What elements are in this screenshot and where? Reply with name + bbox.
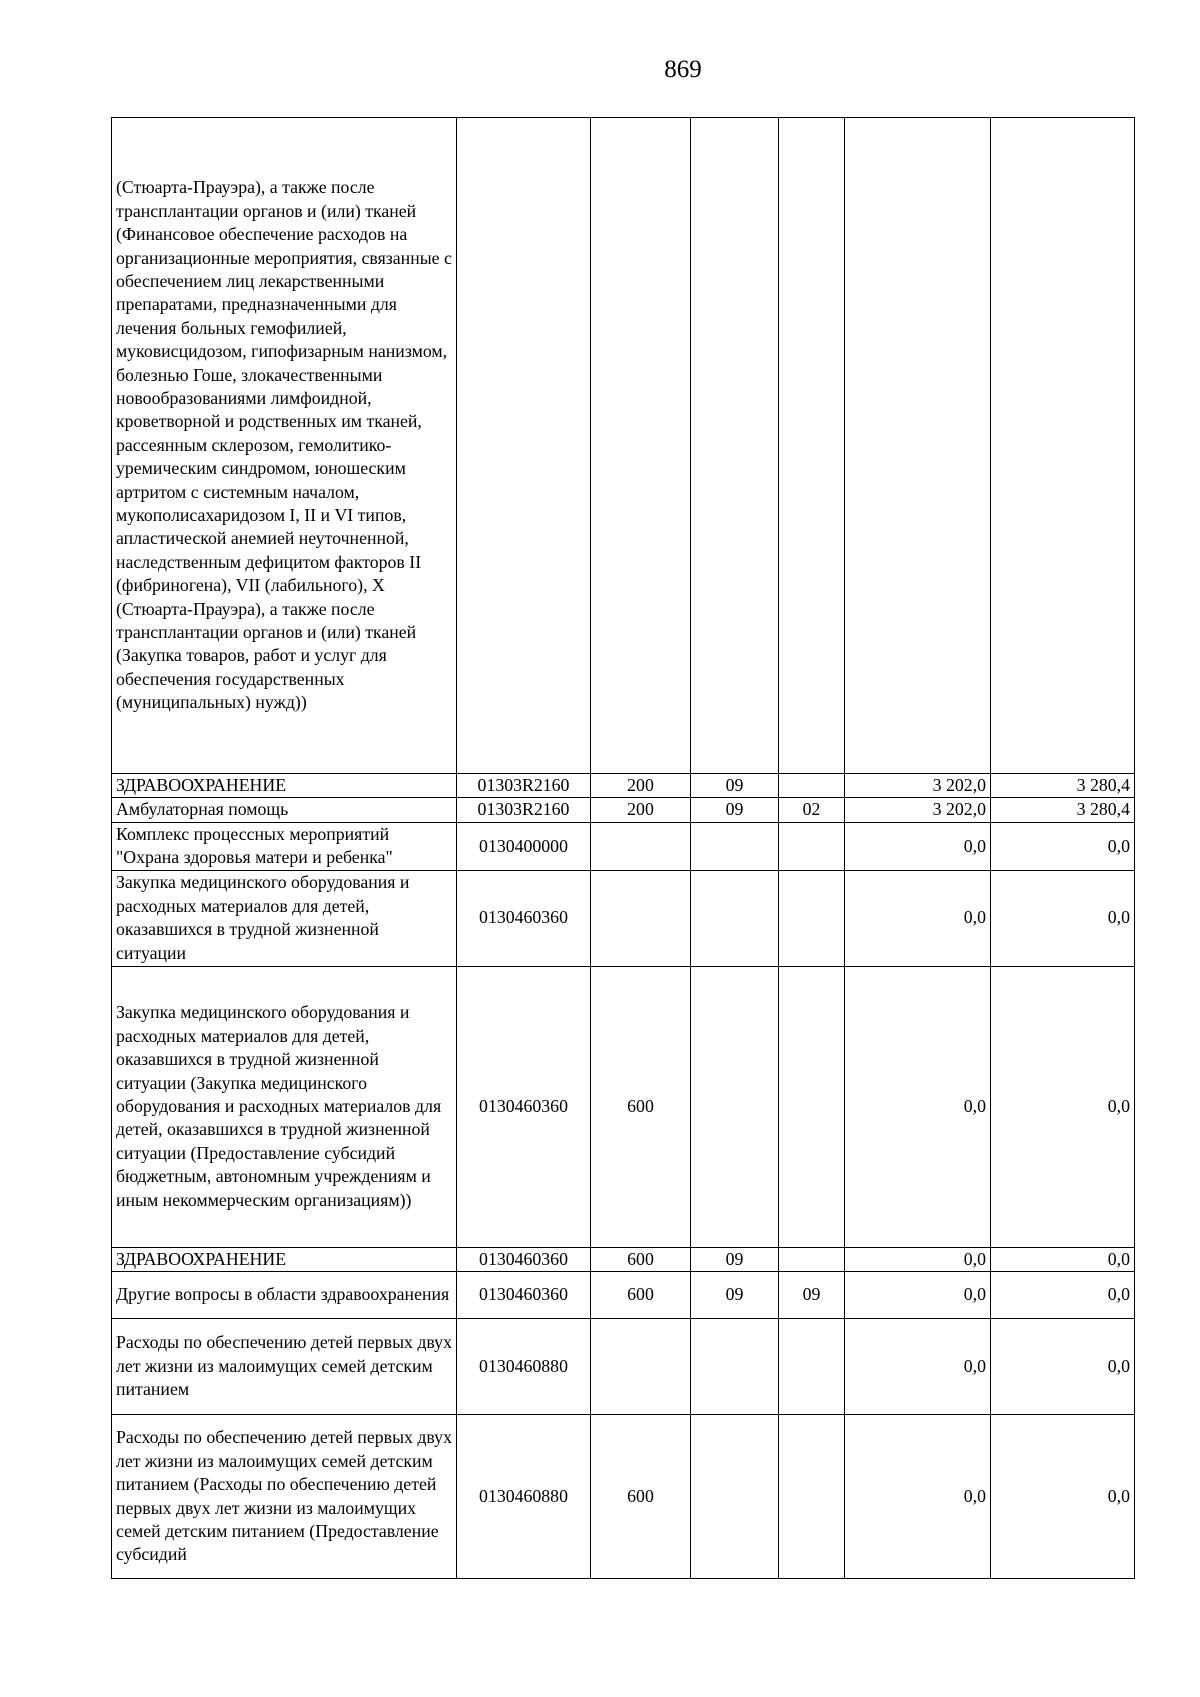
row-value-1: 3 202,0 bbox=[845, 774, 991, 798]
table-row bbox=[112, 822, 1135, 870]
row-rz: 09 bbox=[691, 774, 779, 798]
row-code: 01303R2160 bbox=[457, 774, 591, 798]
row-rz: 09 bbox=[691, 1247, 779, 1271]
table-row bbox=[112, 1247, 1135, 1271]
row-value-2: 0,0 bbox=[991, 822, 1135, 870]
row-value-1: 0,0 bbox=[845, 1272, 991, 1319]
row-value-1: 0,0 bbox=[845, 1319, 991, 1415]
row-value-2: 0,0 bbox=[991, 966, 1135, 1247]
table-row bbox=[112, 774, 1135, 798]
table-row bbox=[112, 1319, 1135, 1415]
page-number: 869 bbox=[664, 56, 702, 83]
row-vr bbox=[591, 870, 691, 966]
row-value-1 bbox=[845, 118, 991, 774]
row-vr bbox=[591, 118, 691, 774]
row-value-2: 0,0 bbox=[991, 1272, 1135, 1319]
row-pr: 02 bbox=[779, 798, 845, 822]
row-value-1: 0,0 bbox=[845, 1247, 991, 1271]
row-name: Расходы по обеспечению детей первых двух лет жизни из малоимущих семей детским питанием bbox=[112, 1319, 457, 1415]
row-pr bbox=[779, 1247, 845, 1271]
row-value-1: 0,0 bbox=[845, 966, 991, 1247]
row-name: Закупка медицинского оборудования и расходных материалов для детей, оказавшихся в трудной жизненной ситуации bbox=[112, 870, 457, 966]
row-code: 01303R2160 bbox=[457, 798, 591, 822]
row-pr bbox=[779, 966, 845, 1247]
row-value-1: 0,0 bbox=[845, 822, 991, 870]
row-value-2: 3 280,4 bbox=[991, 774, 1135, 798]
row-name: Закупка медицинского оборудования и расходных материалов для детей, оказавшихся в трудной жизненной ситуации (Закупка медицинского оборудования и расходных материалов для детей, оказавшихся в трудной жизненной ситуации (Предоставление субсидий бюджетным, автономным учреждениям и иным некоммерческим организациям)) bbox=[112, 966, 457, 1247]
row-vr: 200 bbox=[591, 774, 691, 798]
table-row bbox=[112, 1272, 1135, 1319]
row-pr bbox=[779, 822, 845, 870]
row-vr: 600 bbox=[591, 966, 691, 1247]
table-row bbox=[112, 1415, 1135, 1579]
row-code: 0130460360 bbox=[457, 1247, 591, 1271]
row-value-2: 0,0 bbox=[991, 1247, 1135, 1271]
row-code: 0130460880 bbox=[457, 1415, 591, 1579]
row-pr: 09 bbox=[779, 1272, 845, 1319]
row-pr bbox=[779, 118, 845, 774]
row-name: Комплекс процессных мероприятий "Охрана здоровья матери и ребенка" bbox=[112, 822, 457, 870]
row-rz bbox=[691, 118, 779, 774]
row-pr bbox=[779, 1415, 845, 1579]
row-rz: 09 bbox=[691, 798, 779, 822]
budget-table bbox=[111, 117, 1135, 1579]
row-code: 0130460360 bbox=[457, 870, 591, 966]
row-name: ЗДРАВООХРАНЕНИЕ bbox=[112, 1247, 457, 1271]
row-vr: 600 bbox=[591, 1415, 691, 1579]
row-value-1: 0,0 bbox=[845, 1415, 991, 1579]
row-value-2: 0,0 bbox=[991, 870, 1135, 966]
row-rz: 09 bbox=[691, 1272, 779, 1319]
row-pr bbox=[779, 774, 845, 798]
row-vr bbox=[591, 822, 691, 870]
row-value-1: 3 202,0 bbox=[845, 798, 991, 822]
row-vr bbox=[591, 1319, 691, 1415]
row-rz bbox=[691, 1415, 779, 1579]
table-row bbox=[112, 118, 1135, 774]
row-value-2: 3 280,4 bbox=[991, 798, 1135, 822]
row-rz bbox=[691, 870, 779, 966]
row-pr bbox=[779, 1319, 845, 1415]
table-row bbox=[112, 966, 1135, 1247]
row-vr: 600 bbox=[591, 1247, 691, 1271]
row-value-1: 0,0 bbox=[845, 870, 991, 966]
row-name: Другие вопросы в области здравоохранения bbox=[112, 1272, 457, 1319]
row-rz bbox=[691, 1319, 779, 1415]
row-code: 0130460880 bbox=[457, 1319, 591, 1415]
row-code: 0130460360 bbox=[457, 1272, 591, 1319]
row-value-2: 0,0 bbox=[991, 1415, 1135, 1579]
row-value-2: 0,0 bbox=[991, 1319, 1135, 1415]
row-code: 0130460360 bbox=[457, 966, 591, 1247]
row-code: 0130400000 bbox=[457, 822, 591, 870]
table-row bbox=[112, 870, 1135, 966]
row-name: ЗДРАВООХРАНЕНИЕ bbox=[112, 774, 457, 798]
row-pr bbox=[779, 870, 845, 966]
row-name: (Стюарта-Прауэра), а также после трансплантации органов и (или) тканей (Финансовое обеспечение расходов на организационные мероприятия, связанные с обеспечением лиц лекарственными препаратами, предназначенными для лечения больных гемофилией, муковисцидозом, гипофизарным нанизмом, болезнью Гоше, злокачественными новообразованиями лимфоидной, кроветворной и родственных им тканей, рассеянным склерозом, гемолитико-уремическим синдромом, юношеским артритом с системным началом, мукополисахаридозом I, II и VI типов, апластической анемией неуточненной, наследственным дефицитом факторов II (фибриногена), VII (лабильного), X (Стюарта-Прауэра), а также после трансплантации органов и (или) тканей (Закупка товаров, работ и услуг для обеспечения государственных (муниципальных) нужд)) bbox=[112, 118, 457, 774]
row-vr: 600 bbox=[591, 1272, 691, 1319]
row-vr: 200 bbox=[591, 798, 691, 822]
row-value-2 bbox=[991, 118, 1135, 774]
table-row bbox=[112, 798, 1135, 822]
row-rz bbox=[691, 822, 779, 870]
row-name: Расходы по обеспечению детей первых двух лет жизни из малоимущих семей детским питанием (Расходы по обеспечению детей первых двух лет жизни из малоимущих семей детским питанием (Предоставление субсидий bbox=[112, 1415, 457, 1579]
row-name: Амбулаторная помощь bbox=[112, 798, 457, 822]
row-code bbox=[457, 118, 591, 774]
row-rz bbox=[691, 966, 779, 1247]
